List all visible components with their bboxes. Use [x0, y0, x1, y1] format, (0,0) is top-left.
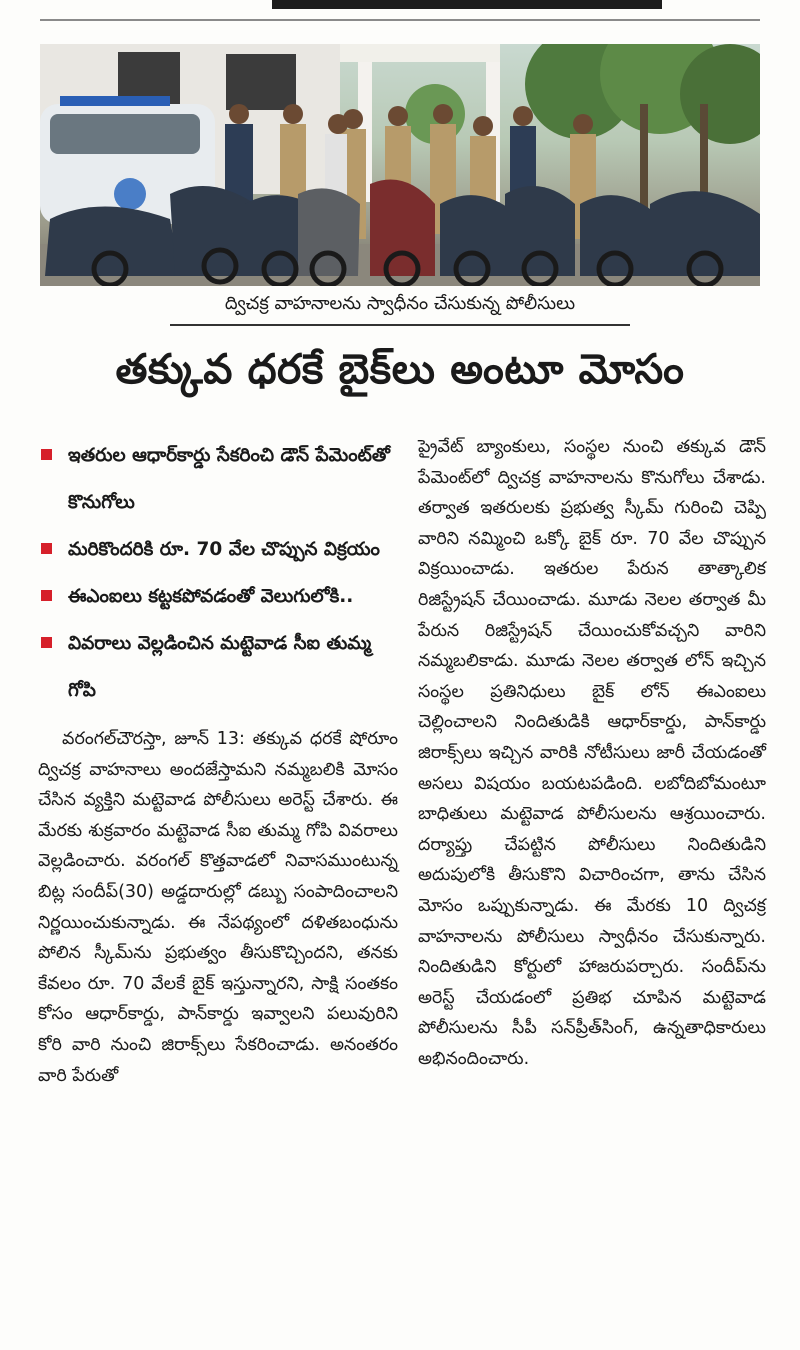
highlight-text: ఈఎంఐలు కట్టకపోవడంతో వెలుగులోకి.. [68, 586, 354, 607]
highlight-text: మరికొందరికి రూ. 70 వేల చొప్పున విక్రయం [68, 539, 380, 560]
highlight-item [38, 573, 398, 620]
highlight-text: వివరాలు వెల్లడించిన మట్టెవాడ సీఐ తుమ్మ గోపి [68, 633, 372, 701]
left-column [38, 432, 398, 1091]
photo-caption: ద్విచక్ర వాహనాలను స్వాధీనం చేసుకున్న పోలీసులు [170, 293, 630, 326]
police-bikes-illustration [40, 44, 760, 286]
right-column [418, 432, 766, 1074]
article-headline: తక్కువ ధరకే బైక్‌లు అంటూ మోసం [115, 345, 685, 393]
red-square-bullet-icon [41, 449, 52, 460]
header-block [272, 0, 662, 9]
red-square-bullet-icon [41, 637, 52, 648]
highlight-item [38, 526, 398, 573]
article-body-right: ప్రైవేట్ బ్యాంకులు, సంస్థల నుంచి తక్కువ డౌన్ పేమెంట్‌లో ద్విచక్ర వాహనాలను కొనుగోలు చేశాడు. తర్వాత ఇతరులకు ప్రభుత్వ స్కీమ్ గురించి చెప్పి వారిని నమ్మించి ఒక్కో బైక్ రూ. 70 వేల చొప్పున విక్రయించాడు. ఇతరుల పేరున తాత్కాలిక రిజిస్ట్రేషన్ చేయించాడు. మూడు నెలల తర్వాత మీ పేరున రిజిస్ట్రేషన్ చేయించుకోవచ్చని వారిని నమ్మబలికాడు. మూడు నెలల తర్వాత లోన్ ఇచ్చిన సంస్థల ప్రతినిధులు బైక్ లోన్ ఈఎంఐలు చెల్లించాలని నిందితుడికి ఆధార్‌కార్డు, పాన్‌కార్డు జిరాక్స్‌లు ఇచ్చిన వారికి నోటీసులు జారీ చేయడంతో అసలు విషయం బయటపడింది. లబోదిబోమంటూ బాధితులు మట్టెవాడ పోలీసులను ఆశ్రయించారు. దర్యాప్తు చేపట్టిన పోలీసులు నిందితుడిని అదుపులోకి తీసుకొని విచారించగా, తాను చేసిన మోసం ఒప్పుకున్నాడు. ఈ మేరకు 10 ద్విచక్ర వాహనాలను పోలీసులు స్వాధీనం చేసుకున్నారు. నిందితుడిని కోర్టులో హాజరుపర్చారు. సందీప్‌ను అరెస్ట్ చేయడంలో ప్రతిభ చూపిన మట్టెవాడ పోలీసులను సీపీ సన్‌ప్రీత్‌సింగ్, ఉన్నతాధికారులు అభినందించారు. [418, 437, 766, 1069]
article-body-left: వరంగల్‌చౌరస్తా, జూన్ 13: తక్కువ ధరకే షోరూం ద్విచక్ర వాహనాలు అందజేస్తామని నమ్మబలికి మోసం చేసిన వ్యక్తిని మట్టెవాడ పోలీసులు అరెస్ట్ చేశారు. ఈ మేరకు శుక్రవారం మట్టెవాడ సీఐ తుమ్మ గోపి వివరాలు వెల్లడించారు. వరంగల్ కొత్తవాడలో నివాసముంటున్న బిట్ల సందీప్(30) అడ్డదారుల్లో డబ్బు సంపాదించాలని నిర్ణయించుకున్నాడు. ఈ నేపథ్యంలో దళితబంధును పోలిన స్కీమ్‌ను ప్రభుత్వం తీసుకొచ్చిందని, తనకు కేవలం రూ. 70 వేలకే బైక్ ఇస్తున్నారని, సాక్షి సంతకం కోసం ఆధార్‌కార్డు, పాన్‌కార్డు ఇవ్వాలని పలువురిని కోరి వారి నుంచి జిరాక్స్‌లు సేకరించాడు. అనంతరం వారి పేరుతో [38, 729, 398, 1086]
page-header-strip [0, 0, 800, 28]
news-photo [40, 44, 760, 286]
header-rule [40, 19, 760, 21]
highlight-item [38, 432, 398, 526]
red-square-bullet-icon [41, 543, 52, 554]
red-square-bullet-icon [41, 590, 52, 601]
highlight-item [38, 620, 398, 714]
highlights-list [38, 432, 398, 714]
highlight-text: ఇతరుల ఆధార్‌కార్డు సేకరించి డౌన్ పేమెంట్‌తో కొనుగోలు [68, 445, 390, 513]
